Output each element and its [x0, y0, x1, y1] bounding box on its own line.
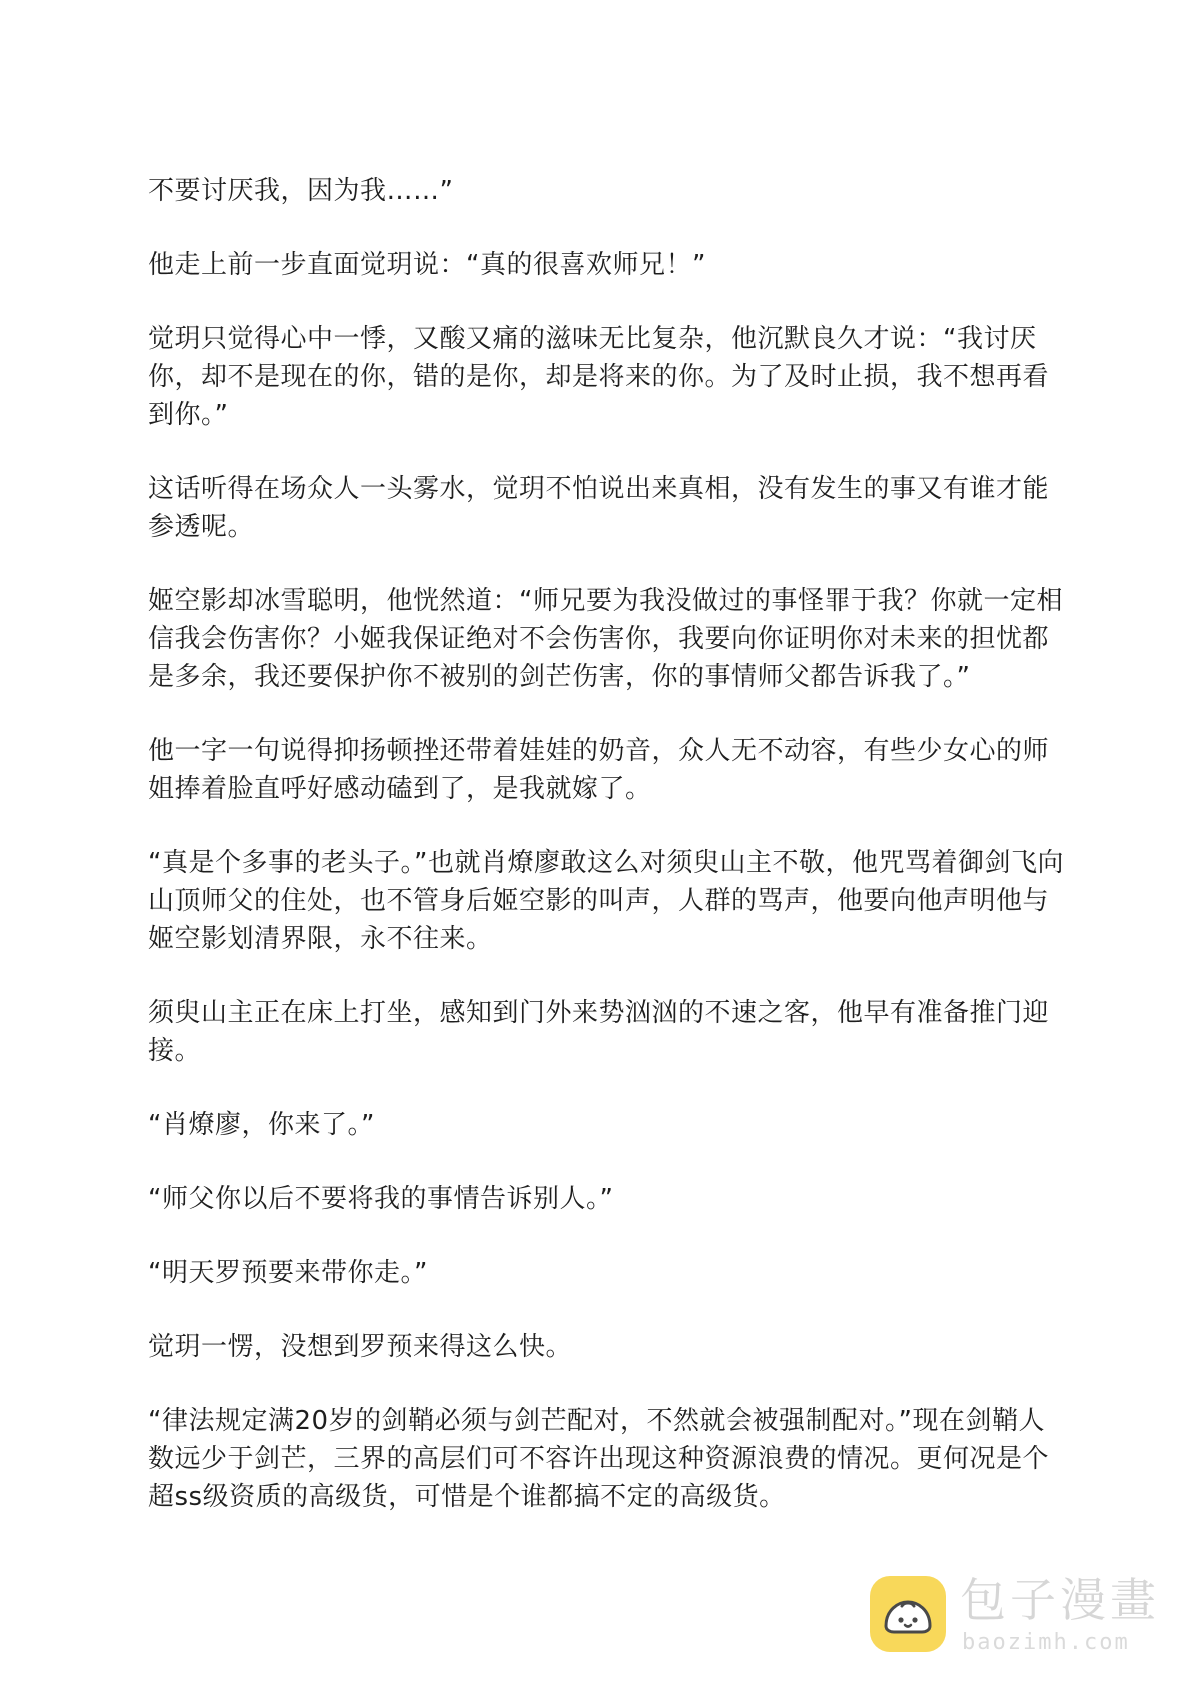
paragraph: 不要讨厌我，因为我……”: [148, 176, 454, 206]
paragraph: “真是个多事的老头子。”也就肖燎廖敢这么对须臾山主不敬，他咒骂着御剑飞向山顶师父的住处，也不管身后姬空影的叫声，人群的骂声，他要向他声明他与姬空影划清界限，永不往来。: [148, 848, 1064, 954]
bun-icon: [882, 1596, 934, 1636]
paragraph: 须臾山主正在床上打坐，感知到门外来势汹汹的不速之客，他早有准备推门迎接。: [148, 998, 1050, 1066]
site-watermark: [870, 1566, 1160, 1666]
paragraph: “师父你以后不要将我的事情告诉别人。”: [148, 1184, 614, 1214]
paragraph: 姬空影却冰雪聪明，他恍然道：“师兄要为我没做过的事怪罪于我？你就一定相信我会伤害你？小姬我保证绝对不会伤害你，我要向你证明你对未来的担忧都是多余，我还要保护你不被别的剑芒伤害，你的事情师父都告诉我了。”: [148, 586, 1063, 692]
watermark-title: 包子漫畫: [960, 1573, 1160, 1627]
paragraph: 觉玥一愣，没想到罗预来得这么快。: [148, 1332, 573, 1362]
paragraph: 这话听得在场众人一头雾水，觉玥不怕说出来真相，没有发生的事又有谁才能参透呢。: [148, 474, 1050, 542]
paragraph: 他走上前一步直面觉玥说：“真的很喜欢师兄！”: [148, 250, 706, 280]
paragraph: 觉玥只觉得心中一悸，又酸又痛的滋味无比复杂，他沉默良久才说：“我讨厌你，却不是现在的你，错的是你，却是将来的你。为了及时止损，我不想再看到你。”: [148, 324, 1050, 430]
novel-text: [148, 172, 1068, 1516]
watermark-logo: [870, 1576, 946, 1652]
paragraph: “律法规定满20岁的剑鞘必须与剑芒配对，不然就会被强制配对。”现在剑鞘人数远少于剑芒，三界的高层们可不容许出现这种资源浪费的情况。更何况是个超ss级资质的高级货，可惜是个谁都搞不定的高级货。: [148, 1406, 1050, 1512]
paragraph: 他一字一句说得抑扬顿挫还带着娃娃的奶音，众人无不动容，有些少女心的师姐捧着脸直呼好感动磕到了，是我就嫁了。: [148, 736, 1050, 804]
paragraph: “明天罗预要来带你走。”: [148, 1258, 428, 1288]
watermark-domain: baozimh.com: [962, 1630, 1130, 1655]
paragraph: “肖燎廖，你来了。”: [148, 1110, 375, 1140]
